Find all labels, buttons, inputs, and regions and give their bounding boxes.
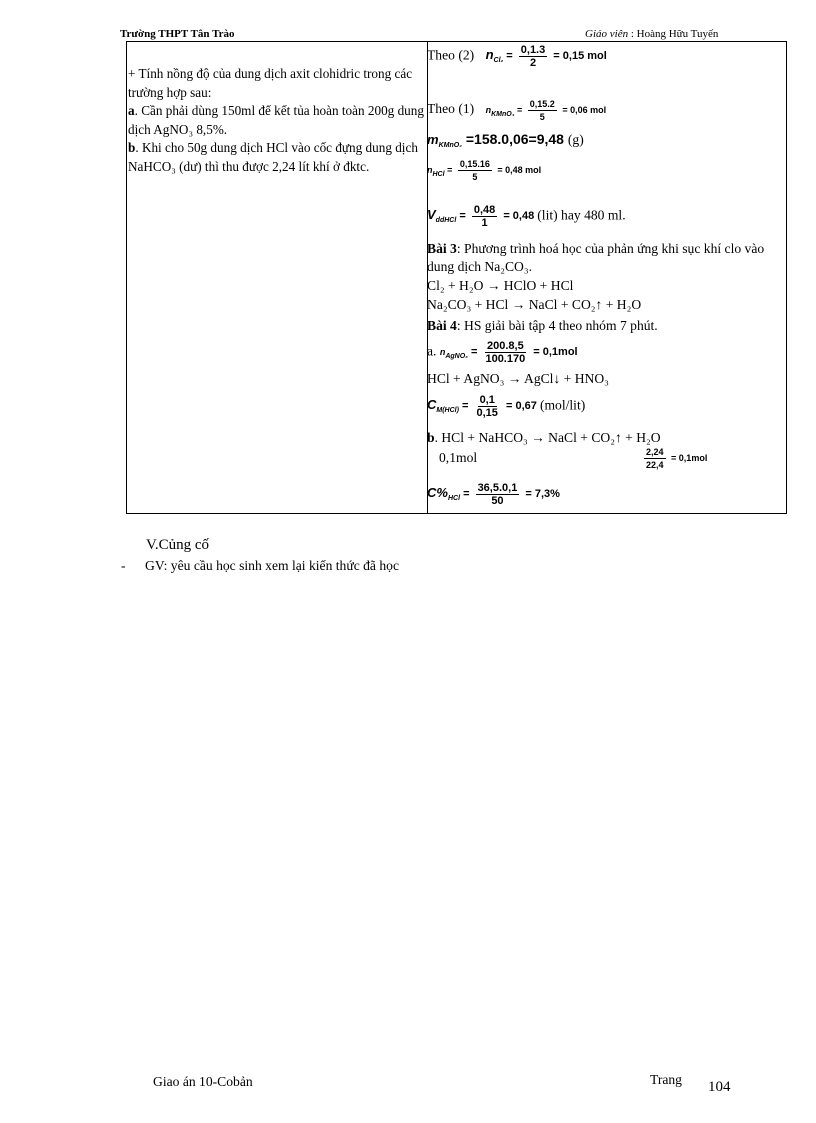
left-column — [128, 65, 424, 177]
header-school: Trường THPT Tân Trào — [120, 28, 235, 40]
bai3: Bài 3: Phương trình hoá học của phản ứng khi sục khí clo vào dung dịch Na₂CO₃. — [427, 241, 765, 274]
mol-value: 0,1mol — [439, 450, 478, 465]
section-title: V.Củng cố — [146, 537, 210, 553]
left-intro: + Tính nồng độ của dung dịch axit clohidric trong các trường hợp sau: — [128, 66, 413, 100]
eq-nco2: $\frac{2,24}{22,4}$ = 0,1mol — [646, 447, 708, 470]
footer-right: Trang — [650, 1072, 682, 1087]
left-part-b: b. Khi cho 50g dung dịch HCl vào cốc đựng dung dịch NaHCO₃ (dư) thì thu được 2,24 lít khí ở đktc. — [128, 140, 418, 174]
left-part-a: a. Cần phải dùng 150ml để kết tủa hoàn toàn 200g dung dịch AgNO₃ 8,5%. — [128, 103, 424, 137]
teacher-name: : Hoàng Hữu Tuyến — [630, 28, 719, 40]
bai4: Bài 4: HS giải bài tập 4 theo nhóm 7 phút. — [427, 318, 658, 333]
eq-nagno3: a. $n_{AgNO_3}$ = $\frac{200.8,5}{100.170}$ = 0,1mol — [427, 340, 578, 365]
bullet-dash: - — [121, 558, 126, 573]
eq-vhcl: $V_{ddHCl}$ = $\frac{0,48}{1}$ = 0,48 (lit) hay 480 ml. — [427, 204, 626, 229]
teacher-label: Giáo viên — [585, 28, 629, 40]
eq-ncl2: Theo (2) $n_{Cl_2}$ = $\frac{0,1.3}{2}$ = 0,15 mol — [427, 44, 607, 69]
reaction-3: HCl + AgNO₃ → AgCl↓ + HNO₃ — [427, 371, 609, 386]
eq-nkmno4: Theo (1) $n_{KMnO_4}$ = $\frac{0,15.2}{5}$ = 0,06 mol — [427, 99, 607, 122]
eq-cpercent: $C\%_{HCl}$ = $\frac{36,5.0,1}{50}$ = 7,3% — [427, 482, 560, 507]
reaction-2: Na₂CO₃ + HCl → NaCl + CO₂↑ + H₂O — [427, 297, 642, 312]
eq-cm-hcl: $C_{M(HCl)}$ = $\frac{0,1}{0,15}$ = 0,67 (mol/lit) — [427, 394, 586, 419]
eq-nhcl: $n_{HCl}$ = $\frac{0,15.16}{5}$ = 0,48 mol — [427, 159, 542, 182]
header-teacher — [585, 28, 718, 40]
footer-left: Giao án 10-Cobản — [153, 1074, 253, 1089]
eq-mkmno4: $m_{KMnO_4} =158.0,06=9,48$ (g) — [427, 131, 584, 149]
reaction-1: Cl₂ + H₂O → HClO + HCl — [427, 278, 574, 293]
reaction-4: b. HCl + NaHCO₃ → NaCl + CO₂↑ + H₂O — [427, 430, 661, 445]
bullet-text: GV: yêu cầu học sinh xem lại kiến thức đã học — [145, 558, 399, 573]
page-number: 104 — [708, 1079, 731, 1095]
